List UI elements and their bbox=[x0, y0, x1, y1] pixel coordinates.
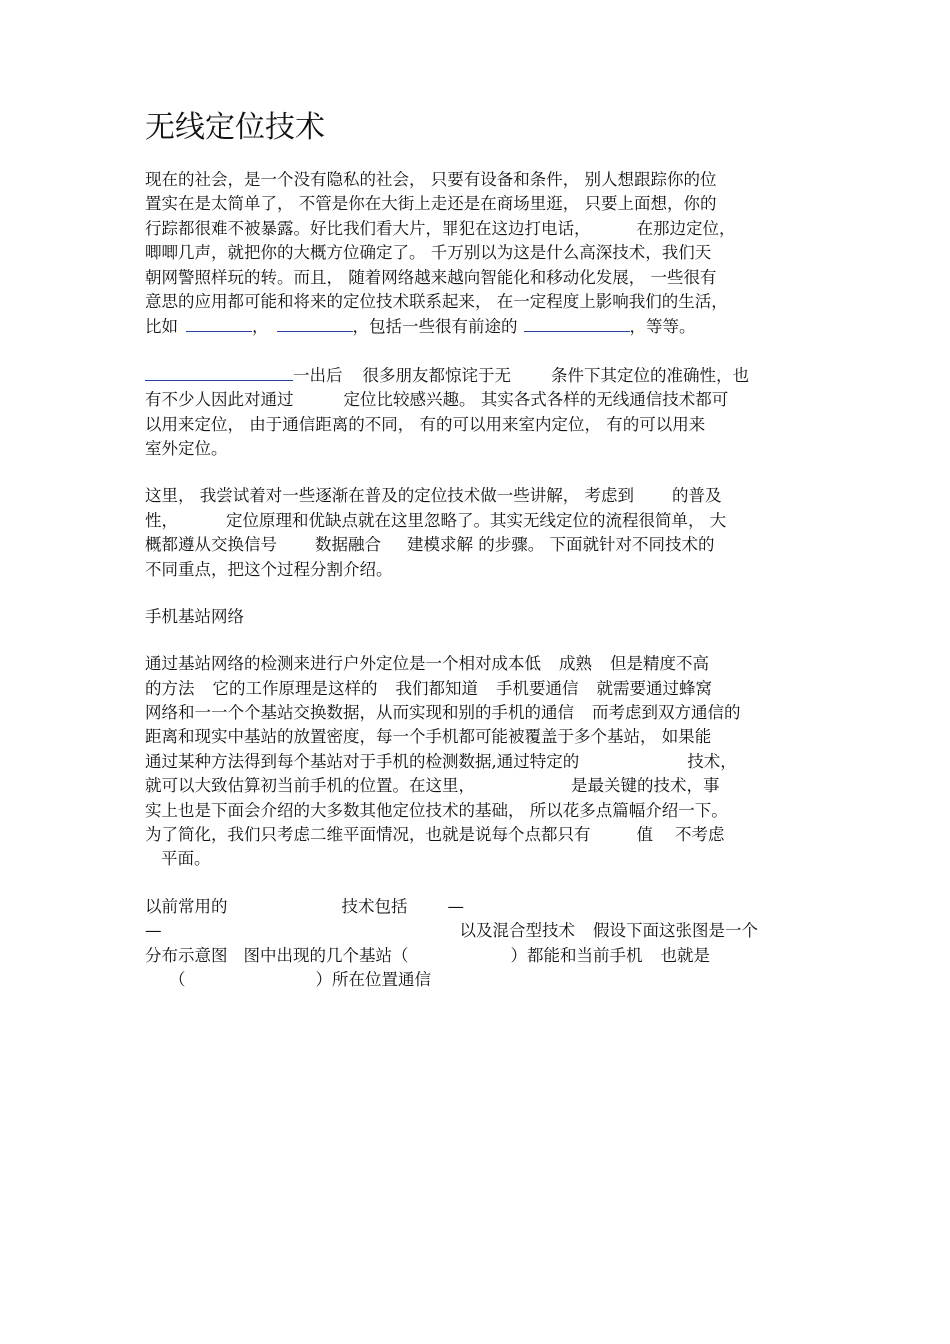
text-line: 朝网警照样玩的转。而且， 随着网络越来越向智能化和移动化发展， 一些很有 bbox=[145, 267, 717, 287]
text-line: 实上也是下面会介绍的大多数其他定位技术的基础， 所以花多点篇幅介绍一下。 bbox=[145, 800, 728, 820]
text-line: 通过某种方法得到每个基站对于手机的检测数据,通过特定的 技术， bbox=[145, 751, 737, 771]
text-line: 平面。 bbox=[161, 849, 211, 869]
text-line: 分布示意图 图中出现的几个基站（ ）都能和当前手机 也就是 bbox=[145, 945, 710, 965]
document-title: 无线定位技术 bbox=[145, 110, 325, 145]
text-line: — 以及混合型技术 假设下面这张图是一个 bbox=[145, 921, 758, 941]
text-line: 不同重点，把这个过程分割介绍。 bbox=[145, 559, 393, 579]
hyperlink-blank[interactable] bbox=[524, 314, 630, 332]
text-line: 就可以大致估算初当前手机的位置。在这里， 是最关键的技术，事 bbox=[145, 776, 720, 796]
text-line: 置实在是太简单了， 不管是你在大街上走还是在商场里逛， 只要上面想，你的 bbox=[145, 194, 717, 214]
hyperlink-blank[interactable] bbox=[145, 363, 293, 381]
text-line: 通过基站网络的检测来进行户外定位是一个相对成本低 成熟 但是精度不高 bbox=[145, 654, 709, 674]
hyperlink-blank[interactable] bbox=[186, 314, 252, 332]
paragraph-overview bbox=[145, 484, 810, 582]
hyperlink-blank[interactable] bbox=[277, 314, 353, 332]
text-line: 概都遵从交换信号 数据融合 建模求解 的步骤。 下面就针对不同技术的 bbox=[145, 535, 715, 555]
text-line: 性， 定位原理和优缺点就在这里忽略了。其实无线定位的流程很简单， 大 bbox=[145, 510, 727, 530]
text-line: 室外定位。 bbox=[145, 439, 228, 459]
text-line: 这里， 我尝试着对一些逐渐在普及的定位技术做一些讲解， 考虑到 的普及 bbox=[145, 486, 722, 506]
text-line: 为了简化，我们只考虑二维平面情况，也就是说每个点都只有 值 不考虑 bbox=[145, 824, 725, 844]
text-line: 行踪都很难不被暴露。好比我们看大片，罪犯在这边打电话， 在那边定位， bbox=[145, 218, 736, 238]
paragraph-cell-network bbox=[145, 652, 810, 872]
text-line: 以前常用的 技术包括 — bbox=[145, 896, 464, 916]
document-page bbox=[145, 106, 810, 1015]
section-heading: 手机基站网络 bbox=[145, 607, 244, 627]
text-line: 距离和现实中基站的放置密度，每一个手机都可能被覆盖于多个基站， 如果能 bbox=[145, 727, 712, 747]
text-line: 的方法 它的工作原理是这样的 我们都知道 手机要通信 就需要通过蜂窝 bbox=[145, 678, 712, 698]
paragraph-wireless bbox=[145, 363, 810, 462]
text-line: 比如 ， ，包括一些很有前途的 ，等等。 bbox=[145, 314, 810, 339]
text-line: 有不少人因此对通过 定位比较感兴趣。 其实各式各样的无线通信技术都可 bbox=[145, 390, 729, 410]
text-line: 网络和一一个个基站交换数据，从而实现和别的手机的通信 而考虑到双方通信的 bbox=[145, 702, 741, 722]
paragraph-techniques bbox=[145, 895, 810, 993]
text-line: 意思的应用都可能和将来的定位技术联系起来， 在一定程度上影响我们的生活， bbox=[145, 292, 728, 312]
text-line: 一出后 很多朋友都惊诧于无 条件下其定位的准确性，也 bbox=[145, 363, 810, 388]
paragraph-intro bbox=[145, 168, 810, 340]
text-line: 现在的社会，是一个没有隐私的社会， 只要有设备和条件， 别人想跟踪你的位 bbox=[145, 170, 717, 189]
text-line: 以用来定位， 由于通信距离的不同， 有的可以用来室内定位， 有的可以用来 bbox=[145, 414, 706, 434]
text-line: （ ）所在位置通信 bbox=[169, 969, 431, 989]
text-line: 唧唧几声，就把你的大概方位确定了。 千万别以为这是什么高深技术，我们天 bbox=[145, 243, 712, 263]
